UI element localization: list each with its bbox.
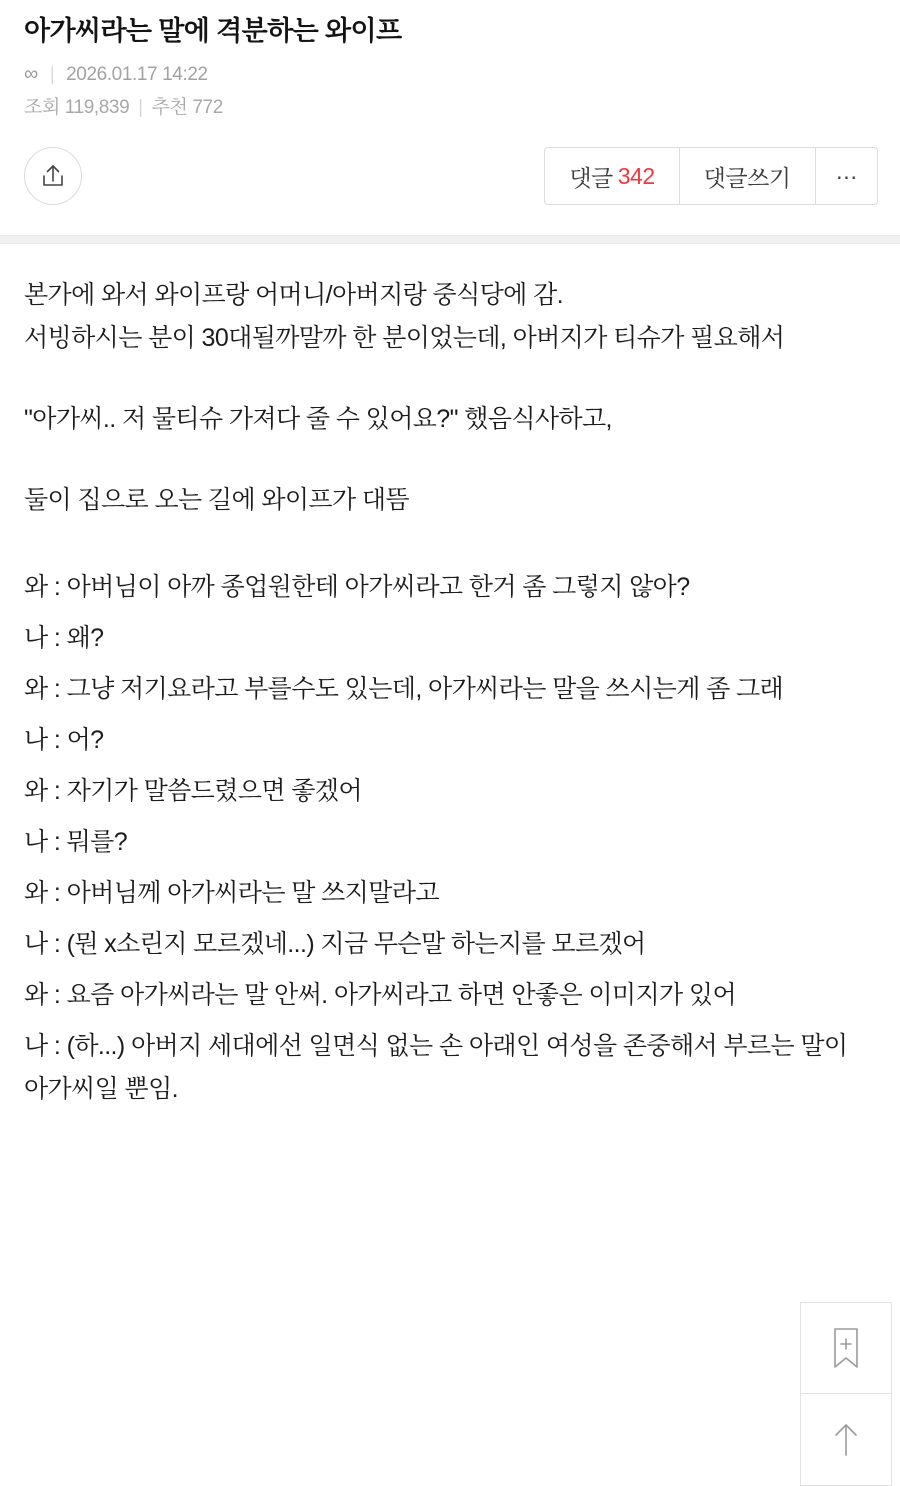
action-bar (0, 121, 900, 235)
post-content (0, 244, 900, 1115)
page-title: 아가씨라는 말에 격분하는 와이프 (24, 16, 402, 46)
section-divider (0, 235, 900, 244)
write-comment-label: 댓글쓰기 (703, 164, 791, 191)
bookmark-button[interactable] (800, 1302, 892, 1394)
dialogue-line: 나 : (뭔 x소린지 모르겠네...) 지금 무슨말 하는지를 모르겠어 (24, 930, 646, 959)
body-paragraph-1-line-2: 서빙하시는 분이 30대될까말까 한 분이었는데, 아버지가 티슈가 필요해서 (24, 324, 785, 353)
write-comment-button[interactable] (680, 148, 816, 204)
dialogue-line: 와 : 자기가 말씀드렸으면 좋겠어 (24, 777, 362, 806)
body-paragraph-2: "아가씨.. 저 물티슈 가져다 줄 수 있어요?" 했음식사하고, (24, 405, 612, 434)
recommend-count: 추천 772 (151, 97, 223, 119)
dialogue-line: 와 : 아버님이 아까 종업원한테 아가씨라고 한거 좀 그렇지 않아? (24, 573, 690, 602)
dialogue-line: 나 : 어? (24, 726, 104, 755)
view-count: 조회 119,839 (24, 97, 130, 119)
body-paragraph-1-line-1: 본가에 와서 와이프랑 어머니/아버지랑 중식당에 감. (24, 281, 563, 310)
dialogue-line: 와 : 그냥 저기요라고 부를수도 있는데, 아가씨라는 말을 쓰시는게 좀 그래 (24, 675, 784, 704)
dialogue-line: 와 : 요즘 아가씨라는 말 안써. 아가씨라고 하면 안좋은 이미지가 있어 (24, 981, 737, 1010)
scroll-to-top-button[interactable] (800, 1394, 892, 1486)
share-button[interactable] (24, 147, 82, 205)
floating-button-stack (800, 1302, 892, 1486)
comment-label: 댓글 (569, 164, 613, 191)
comment-count-button[interactable] (545, 148, 679, 204)
comment-actions-group (544, 147, 878, 205)
dialogue-block (24, 562, 876, 1115)
dialogue-line: 와 : 아버님께 아가씨라는 말 쓰지말라고 (24, 879, 439, 908)
arrow-up-icon (829, 1418, 863, 1462)
meta-divider: | (49, 64, 55, 85)
more-icon: ··· (835, 162, 857, 189)
post-author[interactable]: ∞ (24, 63, 38, 86)
share-icon (40, 162, 66, 190)
more-options-button[interactable] (816, 148, 877, 204)
dialogue-line: 나 : 뭐를? (24, 828, 127, 857)
dialogue-line: 나 : 왜? (24, 624, 104, 653)
spacer (24, 441, 876, 479)
post-stats-row (24, 92, 876, 119)
post-date: 2026.01.17 14:22 (66, 63, 208, 85)
spacer (24, 522, 876, 560)
bookmark-plus-icon (829, 1326, 863, 1370)
post-meta-row (24, 63, 876, 86)
body-paragraph-3: 둘이 집으로 오는 길에 와이프가 대뜸 (24, 486, 409, 515)
dialogue-line: 나 : (하...) 아버지 세대에선 일면식 없는 손 아래인 여성을 존중해서 부르는 말이 아가씨일 뿐임. (24, 1032, 854, 1104)
comment-count: 342 (617, 162, 655, 189)
spacer (24, 360, 876, 398)
post-header (0, 0, 900, 119)
stats-divider: | (138, 97, 143, 119)
